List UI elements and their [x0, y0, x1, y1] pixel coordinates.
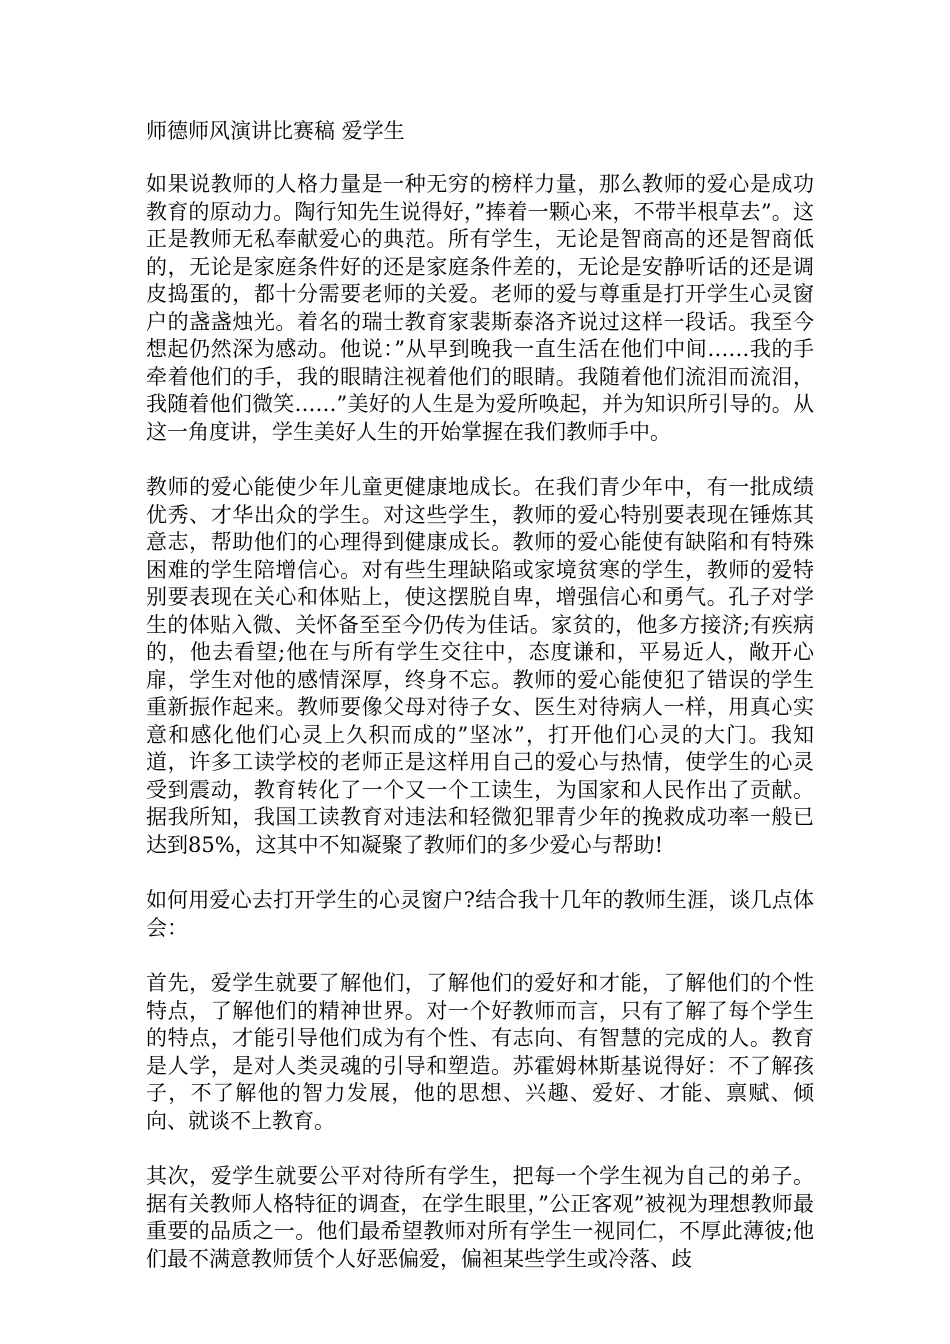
- paragraph-3: 如何用爱心去打开学生的心灵窗户?结合我十几年的教师生涯，谈几点体会：: [146, 888, 814, 940]
- paragraph-4: 首先，爱学生就要了解他们，了解他们的爱好和才能，了解他们的个性特点，了解他们的精神世界。对一个好教师而言，只有了解了每个学生的特点，才能引导他们成为有个性、有志向、有智慧的完成的人。教育是人学，是对人类灵魂的引导和塑造。苏霍姆林斯基说得好：不了解孩子，不了解他的智力发展，他的思想、兴趣、爱好、才能、禀赋、倾向、就谈不上教育。: [146, 971, 814, 1133]
- paragraph-1: 如果说教师的人格力量是一种无穷的榜样力量，那么教师的爱心是成功教育的原动力。陶行知先生说得好，”捧着一颗心来，不带半根草去”。这正是教师无私奉献爱心的典范。所有学生，无论是智商高的还是智商低的，无论是家庭条件好的还是家庭条件差的，无论是安静听话的还是调皮捣蛋的，都十分需要老师的关爱。老师的爱与尊重是打开学生心灵窗户的盏盏烛光。着名的瑞士教育家裴斯泰洛齐说过这样一段话。我至今想起仍然深为感动。他说：”从早到晚我一直生活在他们中间……我的手牵着他们的手，我的眼睛注视着他们的眼睛。我随着他们流泪而流泪，我随着他们微笑……”美好的人生是为爱所唤起，并为知识所引导的。从这一角度讲，学生美好人生的开始掌握在我们教师手中。: [146, 172, 814, 444]
- paragraph-5: 其次，爱学生就要公平对待所有学生，把每一个学生视为自己的弟子。据有关教师人格特征的调查，在学生眼里，”公正客观”被视为理想教师最重要的品质之一。他们最希望教师对所有学生一视同仁，不厚此薄彼;他们最不满意教师赁个人好恶偏爱，偏袒某些学生或冷落、歧: [146, 1164, 814, 1271]
- document-title: 师德师风演讲比赛稿 爱学生: [146, 119, 405, 143]
- document-page: [146, 118, 814, 1301]
- paragraph-2: 教师的爱心能使少年儿童更健康地成长。在我们青少年中，有一批成绩优秀、才华出众的学生。对这些学生，教师的爱心特别要表现在锤炼其意志，帮助他们的心理得到健康成长。教师的爱心能使有缺陷和有特殊困难的学生陪增信心。对有些生理缺陷或家境贫寒的学生，教师的爱特别要表现在关心和体贴上，使这摆脱自卑，增强信心和勇气。孔子对学生的体贴入微、关怀备至至今仍传为佳话。家贫的，他多方接济;有疾病的，他去看望;他在与所有学生交往中，态度谦和，平易近人，敞开心扉，学生对他的感情深厚，终身不忘。教师的爱心能使犯了错误的学生重新振作起来。教师要像父母对待子女、医生对待病人一样，用真心实意和感化他们心灵上久积而成的”坚冰”，打开他们心灵的大门。我知道，许多工读学校的老师正是这样用自己的爱心与热情，使学生的心灵受到震动，教育转化了一个又一个工读生，为国家和人民作出了贡献。据我所知，我国工读教育对违法和轻微犯罪青少年的挽救成功率一般已达到85%，这其中不知凝聚了教师们的多少爱心与帮助!: [146, 475, 814, 857]
